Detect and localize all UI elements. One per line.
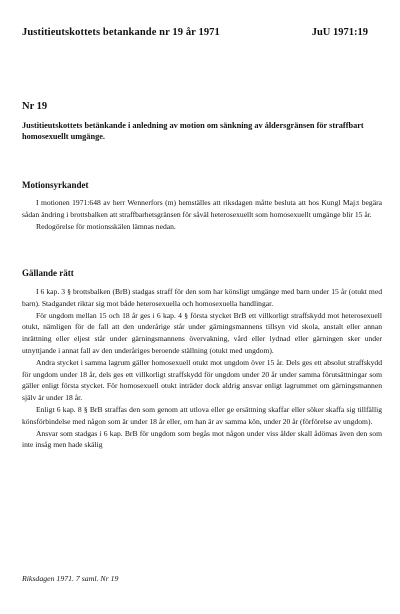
paragraph: Enligt 6 kap. 8 § BrB straffas den som genom att utlova eller ge ersättning skaffar eller söker skaffa sig tillfällig könsförbindelse med någon som är under 18 år eller, om han är av samma kön, under 20 år (förförelse av ungdom). [22,404,382,426]
section-heading-motion: Motionsyrkandet [22,180,89,190]
running-header-title: Justitieutskottets betankande nr 19 år 1971 [22,27,220,38]
document-number: Nr 19 [22,101,48,112]
paragraph: I motionen 1971:648 av herr Wennerfors (m) hemställes att riksdagen måtte besluta att hos Kungl Maj:t begära sådan ändring i brottsbalken att straffbarhetsgränsen för såväl heterosexuellt som homosexuellt umgänge blir 15 år. [22,198,382,219]
section-body-motion [22,197,382,232]
running-header-reference: JuU 1971:19 [311,27,368,38]
paragraph: Andra stycket i samma lagrum gäller homosexuell otukt mot ungdom över 15 år. Dels ges ett absolut straffskydd för ungdom under 18 år, dels ges ett villkorligt straffskydd för ungdom under 20 år under samma förutsättningar som gäller enligt första stycket. För homosexuell otukt inträder dock aldrig ansvar enligt lagrummet om gärningsmannen själv är under 18 år. [22,357,382,403]
paragraph: För ungdom mellan 15 och 18 år ges i 6 kap. 4 § första stycket BrB ett villkorligt straffskydd mot heterosexuell otukt, nämligen för de fall att den underårige står under gärningsmannens tillsyn vid skola, anstalt eller annan inrättning eller eljest står under gärningsmannens övervakning, vård eller lydnad eller gärningen sker under utnyttjande i annat fall av den underåriges beroende ställning (otukt med ungdom). [22,310,382,355]
footer-citation: Riksdagen 1971. 7 saml. Nr 19 [22,574,119,583]
paragraph: Redogörelse för motionsskälen lämnas nedan. [36,221,176,231]
section-heading-law: Gällande rätt [22,268,74,278]
document-title: Justitieutskottets betänkande i anledning av motion om sänkning av åldersgränsen för straffbart homosexuellt umgänge. [22,121,364,141]
paragraph: Ansvar som stadgas i 6 kap. BrB för ungdom som begås mot någon under viss ålder skall ådömas även den som inte insåg men hade skälig [22,428,382,450]
section-body-law [22,286,382,451]
paragraph: I 6 kap. 3 § brottsbalken (BrB) stadgas straff för den som har könsligt umgänge med barn under 15 år (otukt med barn). Stadgandet riktar sig mot både heterosexuella och homosexuella handlingar. [22,287,382,308]
